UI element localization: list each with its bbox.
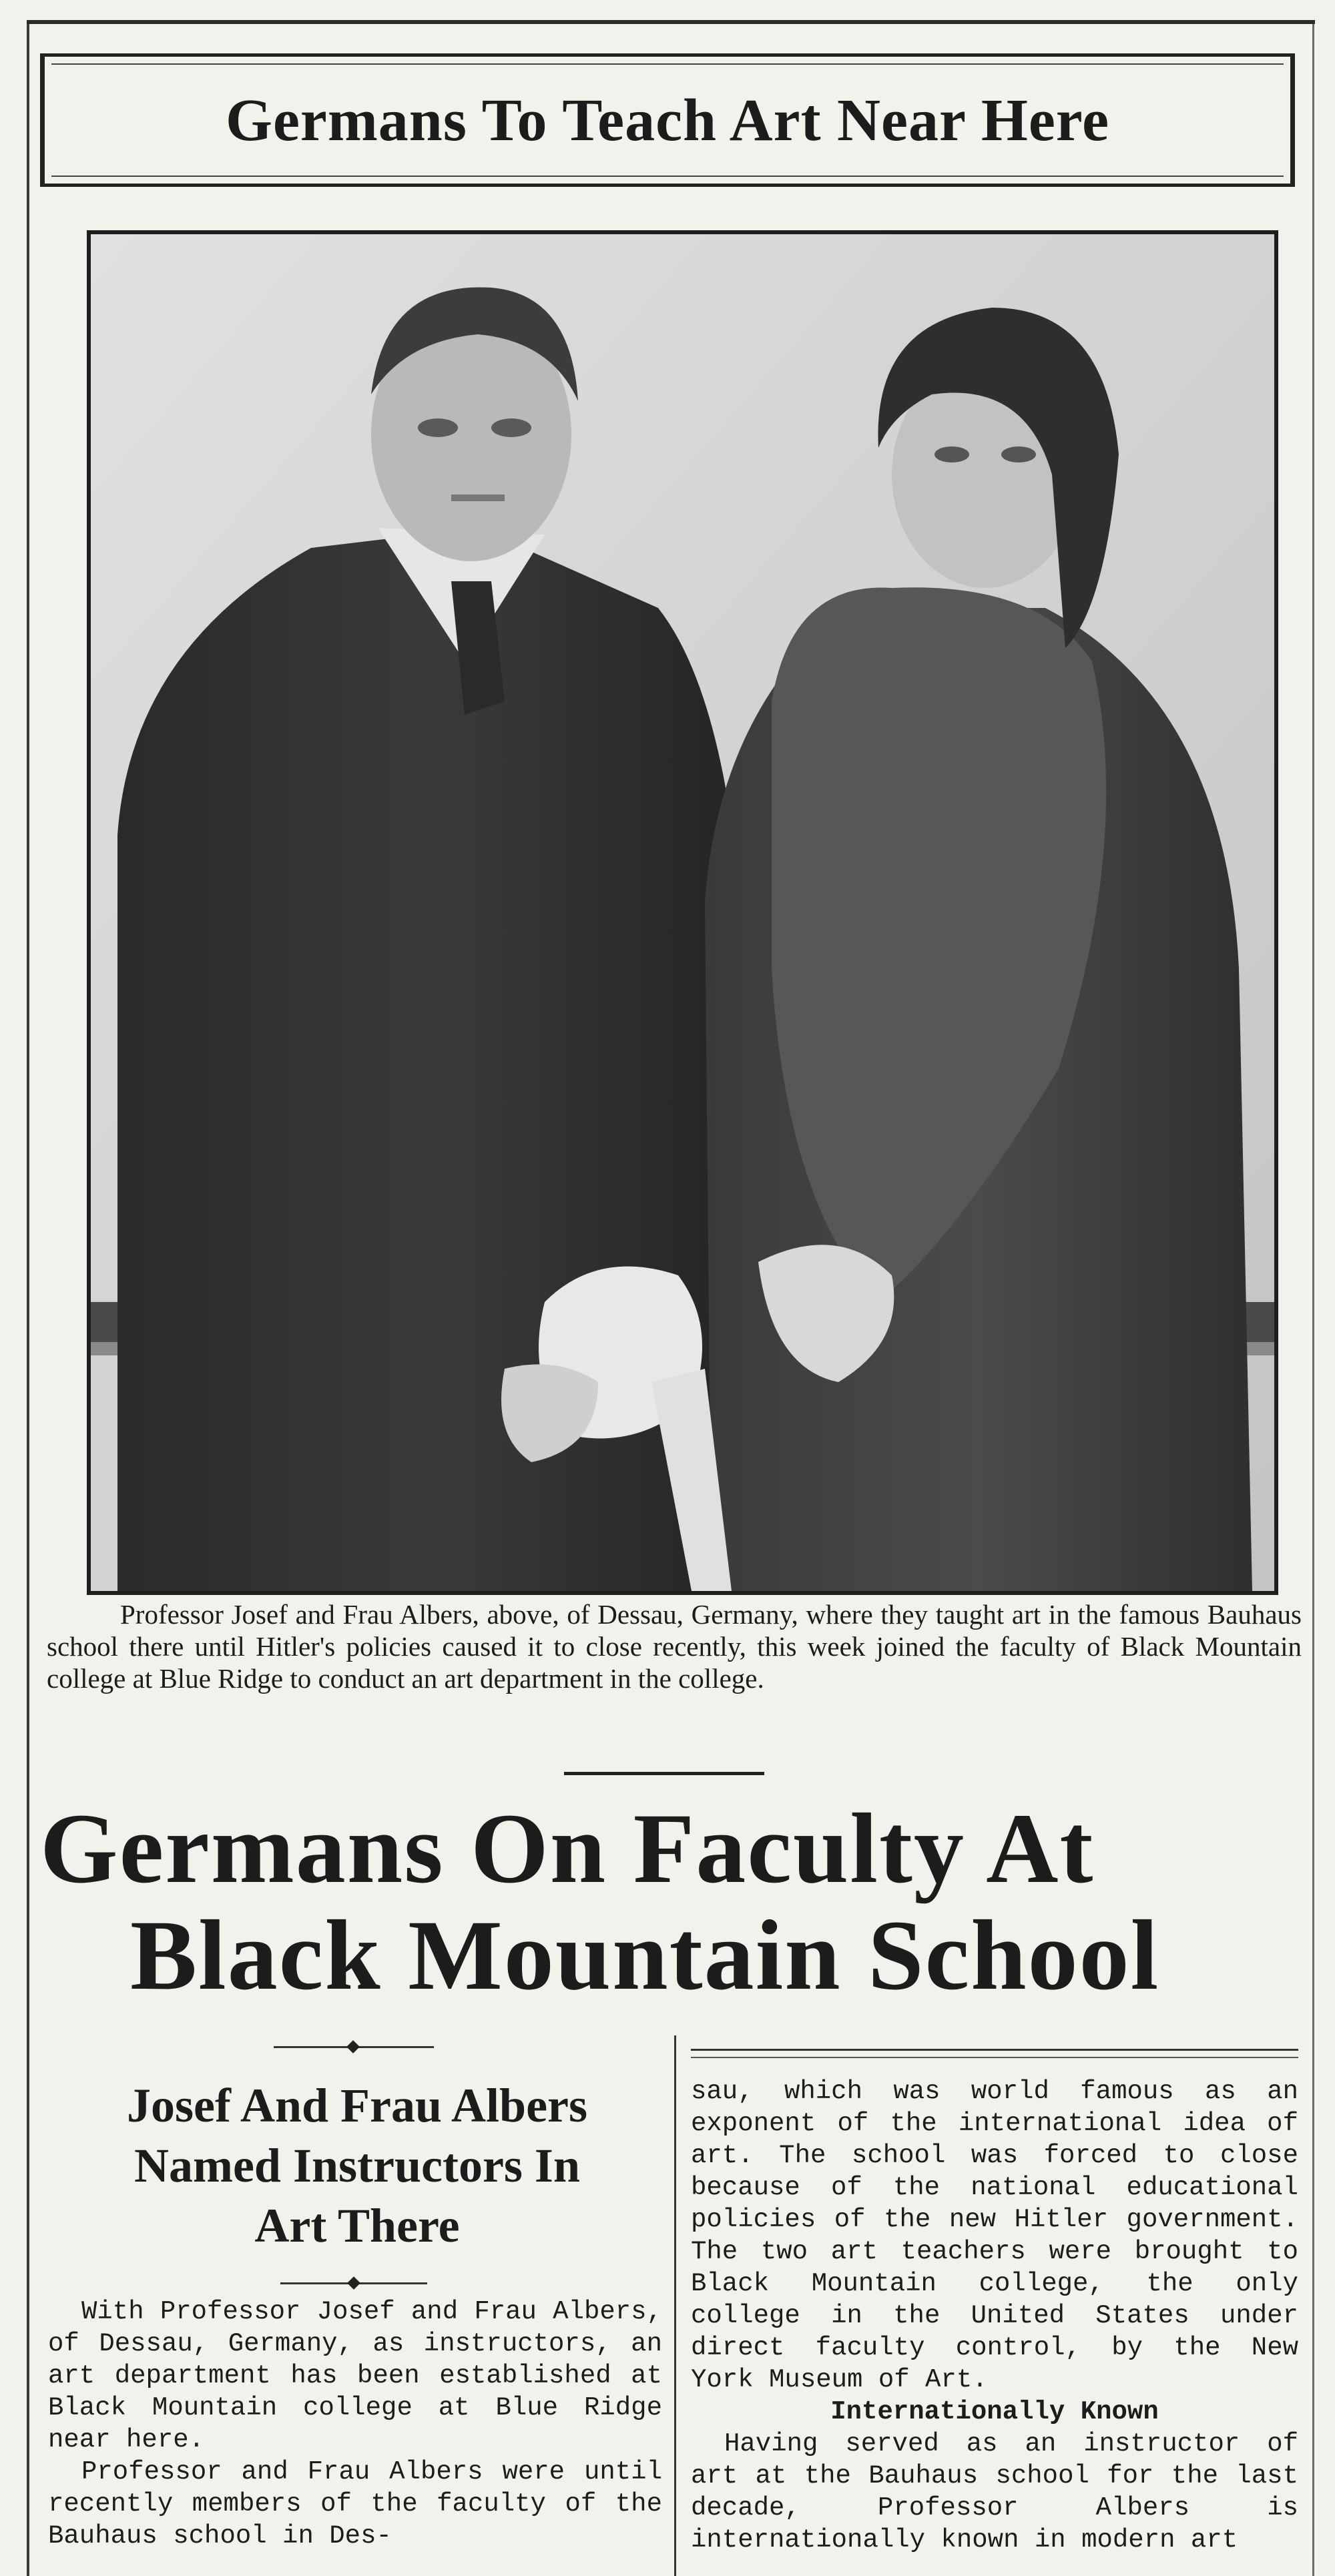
main-headline-line1: Germans On Faculty At xyxy=(40,1793,1095,1904)
page-border-left xyxy=(27,20,29,2576)
article-column-right xyxy=(691,2075,1298,2556)
top-headline: Germans To Teach Art Near Here xyxy=(225,87,1110,153)
deck-ornament-bottom xyxy=(280,2282,427,2284)
photo-caption: Professor Josef and Frau Albers, above, of Dessau, Germany, where they taught art in the famous Bauhaus school there until Hitler's policies caused it to close recently, this week joined the faculty of Black Mountain college at Blue Ridge to conduct an art department in the college. xyxy=(47,1599,1302,1694)
deck-headline xyxy=(40,2075,674,2256)
right-paragraph-1: sau, which was world famous as an exponent of the international idea of art. The school was forced to close because of the national educational policies of the new Hitler government. The two art teachers were brought to Black Mountain college, the only college in the United States under direct faculty control, by the New York Museum of Art. xyxy=(691,2077,1298,2394)
deck-line2: Named Instructors In xyxy=(134,2139,580,2192)
page-border-right xyxy=(1312,20,1314,2576)
news-photo xyxy=(87,230,1278,1595)
photo-illustration xyxy=(91,234,1274,1591)
deck-line3: Art There xyxy=(254,2199,460,2252)
top-headline-box xyxy=(40,53,1295,187)
right-column-top-rule xyxy=(691,2049,1298,2051)
right-column-top-rule-thin xyxy=(691,2057,1298,2058)
main-headline-line2: Black Mountain School xyxy=(130,1900,1160,2011)
right-paragraph-2: Having served as an instructor of art at the Bauhaus school for the last decade, Professor Albers is internationally known in modern art xyxy=(691,2429,1298,2555)
deck-line1: Josef And Frau Albers xyxy=(126,2079,588,2132)
left-paragraph-2: Professor and Frau Albers were until recently members of the faculty of the Bauhaus school in Des- xyxy=(48,2457,662,2551)
left-paragraph-1: With Professor Josef and Frau Albers, of Dessau, Germany, as instructors, an art department has been established at Black Mountain college at Blue Ridge near here. xyxy=(48,2297,662,2455)
article-column-left xyxy=(48,2296,662,2552)
caption-divider-rule xyxy=(564,1772,764,1775)
subhead: Internationally Known xyxy=(830,2397,1159,2427)
main-headline xyxy=(40,1795,1308,2009)
deck-ornament-top xyxy=(274,2046,434,2048)
top-rule xyxy=(27,20,1315,24)
column-rule xyxy=(674,2035,676,2576)
